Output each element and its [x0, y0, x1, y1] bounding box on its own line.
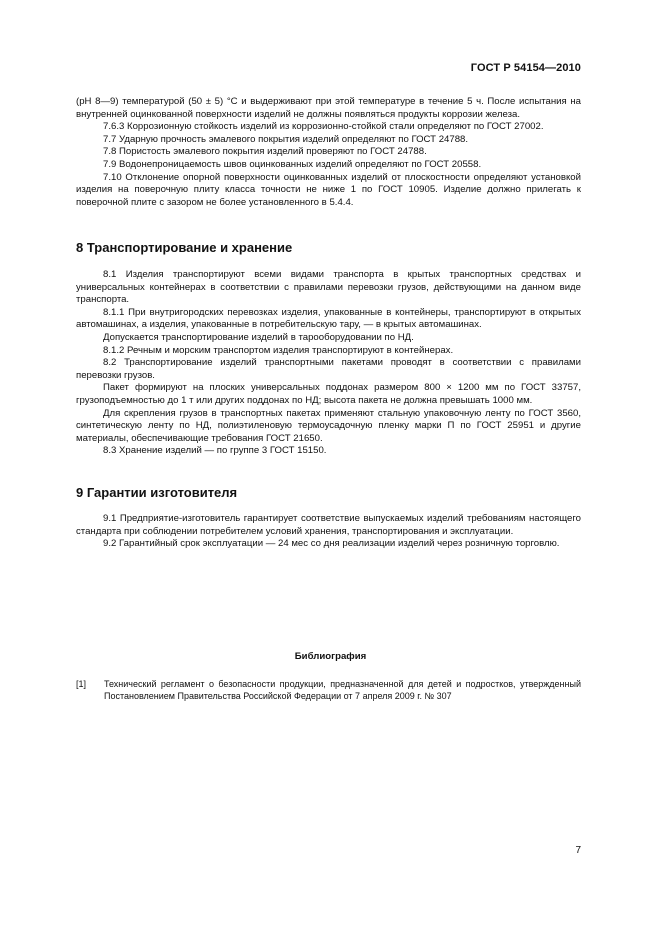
paragraph: 8.1.2 Речным и морским транспортом изделия транспортируют в контейнерах.	[103, 344, 454, 356]
section-heading-8: 8 Транспортирование и хранение	[76, 240, 293, 255]
document-header: ГОСТ Р 54154—2010	[470, 62, 581, 74]
section-7-continuation	[76, 96, 581, 209]
paragraph: 7.7 Ударную прочность эмалевого покрытия изделий определяют по ГОСТ 24788.	[103, 133, 469, 145]
paragraph: (pH 8—9) температурой (50 ± 5) °С и выдерживают при этой температуре в течение 5 ч. После испытания на внутренней оцинкованной поверхности изделий не должны появляться продукты коррозии железа.	[76, 96, 581, 120]
paragraph: 7.8 Пористость эмалевого покрытия изделий проверяют по ГОСТ 24788.	[103, 146, 427, 158]
bibliography-entry	[76, 678, 581, 702]
bibliography-number: [1]	[76, 679, 87, 689]
paragraph: 8.1.1 При внутригородских перевозках изделия, упакованные в контейнеры, транспортируют в открытых автомашинах, а изделия, упакованные в потребительскую тару, — в крытых автомашинах.	[76, 306, 581, 331]
paragraph: 8.3 Хранение изделий — по группе 3 ГОСТ 15150.	[103, 445, 327, 457]
section-8-body	[76, 269, 581, 458]
paragraph: 8.2 Транспортирование изделий транспортными пакетами проводят в соответствии с правилами перевозки грузов.	[76, 357, 581, 381]
bibliography-text: Технический регламент о безопасности продукции, предназначенной для детей и подростков, утвержденный Постановлением Правительства Российской Федерации от 7 апреля 2009 г. № 307	[104, 679, 581, 701]
paragraph: Для скрепления грузов в транспортных пакетах применяют стальную упаковочную ленту по ГОСТ 3560, синтетическую ленту по НД, полиэтиленовую термоусадочную пленку марки П по ГОСТ 25951 и другие материалы, обеспечивающие требования ГОСТ 21650.	[76, 407, 581, 444]
paragraph: 7.10 Отклонение опорной поверхности оцинкованных изделий от плоскостности определяют установкой изделия на поверочную плиту класса точности не ниже 1 по ГОСТ 10905. Изделие должно прилегать к поверочной плите с зазором не более установленного в 5.4.4.	[76, 171, 581, 208]
section-heading-9: 9 Гарантии изготовителя	[76, 485, 238, 500]
paragraph: 7.6.3 Коррозионную стойкость изделий из коррозионно-стойкой стали определяют по ГОСТ 27002.	[103, 121, 544, 133]
paragraph: 7.9 Водонепроницаемость швов оцинкованных изделий определяют по ГОСТ 20558.	[103, 158, 482, 170]
paragraph: Пакет формируют на плоских универсальных поддонах размером 800 × 1200 мм по ГОСТ 33757, грузоподъемностью до 1 т или других поддонах по НД; высота пакета не должна превышать 1000 мм.	[76, 382, 581, 406]
paragraph: 8.1 Изделия транспортируют всеми видами транспорта в крытых транспортных средствах и универсальных контейнерах в соответствии с правилами перевозки грузов, действующими на данном виде транспорта.	[76, 269, 581, 306]
paragraph: 9.2 Гарантийный срок эксплуатации — 24 мес со дня реализации изделий через розничную торговлю.	[103, 538, 560, 550]
paragraph: 9.1 Предприятие-изготовитель гарантирует соответствие выпускаемых изделий требованиям настоящего стандарта при соблюдении потребителем условий хранения, транспортирования и эксплуатации.	[76, 513, 581, 537]
bibliography-title: Библиография	[294, 651, 367, 662]
paragraph: Допускается транспортирование изделий в тарооборудовании по НД.	[103, 331, 414, 343]
section-9-body	[76, 513, 581, 551]
page-number: 7	[575, 845, 581, 856]
